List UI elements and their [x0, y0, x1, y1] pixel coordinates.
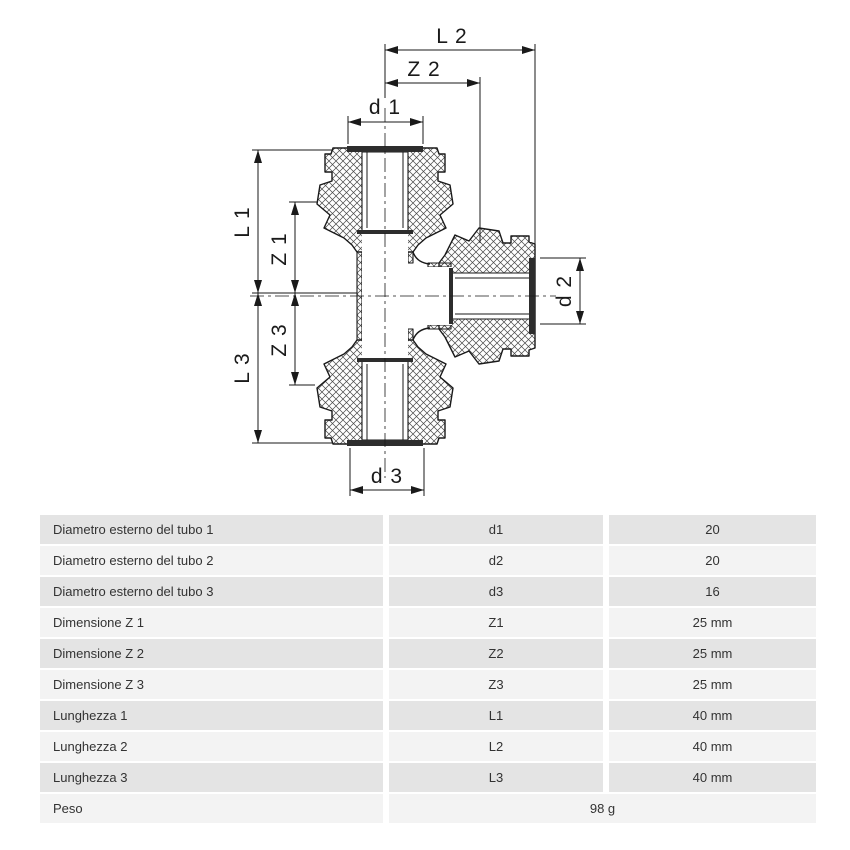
row-value: 25 mm — [609, 639, 816, 668]
row-symbol: d2 — [389, 546, 603, 575]
row-value: 40 mm — [609, 701, 816, 730]
row-label: Diametro esterno del tubo 2 — [40, 546, 383, 575]
dim-label-l2: L 2 — [436, 25, 468, 48]
row-label: Dimensione Z 2 — [40, 639, 383, 668]
row-value: 20 — [609, 515, 816, 544]
row-symbol: L2 — [389, 732, 603, 761]
row-symbol: Z2 — [389, 639, 603, 668]
dim-label-l3: L 3 — [231, 352, 254, 384]
row-label: Lunghezza 3 — [40, 763, 383, 792]
dim-label-z2: Z 2 — [407, 58, 441, 81]
dim-label-d3: d 3 — [370, 465, 404, 488]
row-value: 40 mm — [609, 763, 816, 792]
row-value: 25 mm — [609, 608, 816, 637]
branch-wall-top — [428, 263, 451, 267]
dim-label-l1: L 1 — [231, 206, 254, 238]
row-value: 16 — [609, 577, 816, 606]
row-symbol: L1 — [389, 701, 603, 730]
row-label: Dimensione Z 1 — [40, 608, 383, 637]
dim-label-z3: Z 3 — [268, 323, 291, 357]
branch-wall-bottom — [428, 325, 451, 329]
row-symbol: L3 — [389, 763, 603, 792]
row-label: Lunghezza 1 — [40, 701, 383, 730]
row-value: 40 mm — [609, 732, 816, 761]
dim-label-d1: d 1 — [368, 96, 402, 119]
row-symbol: Z3 — [389, 670, 603, 699]
branch-fillet-top — [413, 252, 430, 264]
row-label: Lunghezza 2 — [40, 732, 383, 761]
row-label: Dimensione Z 3 — [40, 670, 383, 699]
row-symbol: d1 — [389, 515, 603, 544]
row-label: Diametro esterno del tubo 1 — [40, 515, 383, 544]
row-symbol: d3 — [389, 577, 603, 606]
row-value-merged: 98 g — [389, 794, 816, 823]
row-label: Peso — [40, 794, 383, 823]
branch-fillet-bottom — [413, 328, 430, 340]
dim-label-d2: d 2 — [553, 274, 576, 308]
dim-label-z1: Z 1 — [268, 232, 291, 266]
tube-wall-right-lower — [408, 329, 413, 340]
row-symbol: Z1 — [389, 608, 603, 637]
row-value: 20 — [609, 546, 816, 575]
spec-table — [40, 515, 816, 823]
tube-wall-right-upper — [408, 252, 413, 263]
row-value: 25 mm — [609, 670, 816, 699]
row-label: Diametro esterno del tubo 3 — [40, 577, 383, 606]
